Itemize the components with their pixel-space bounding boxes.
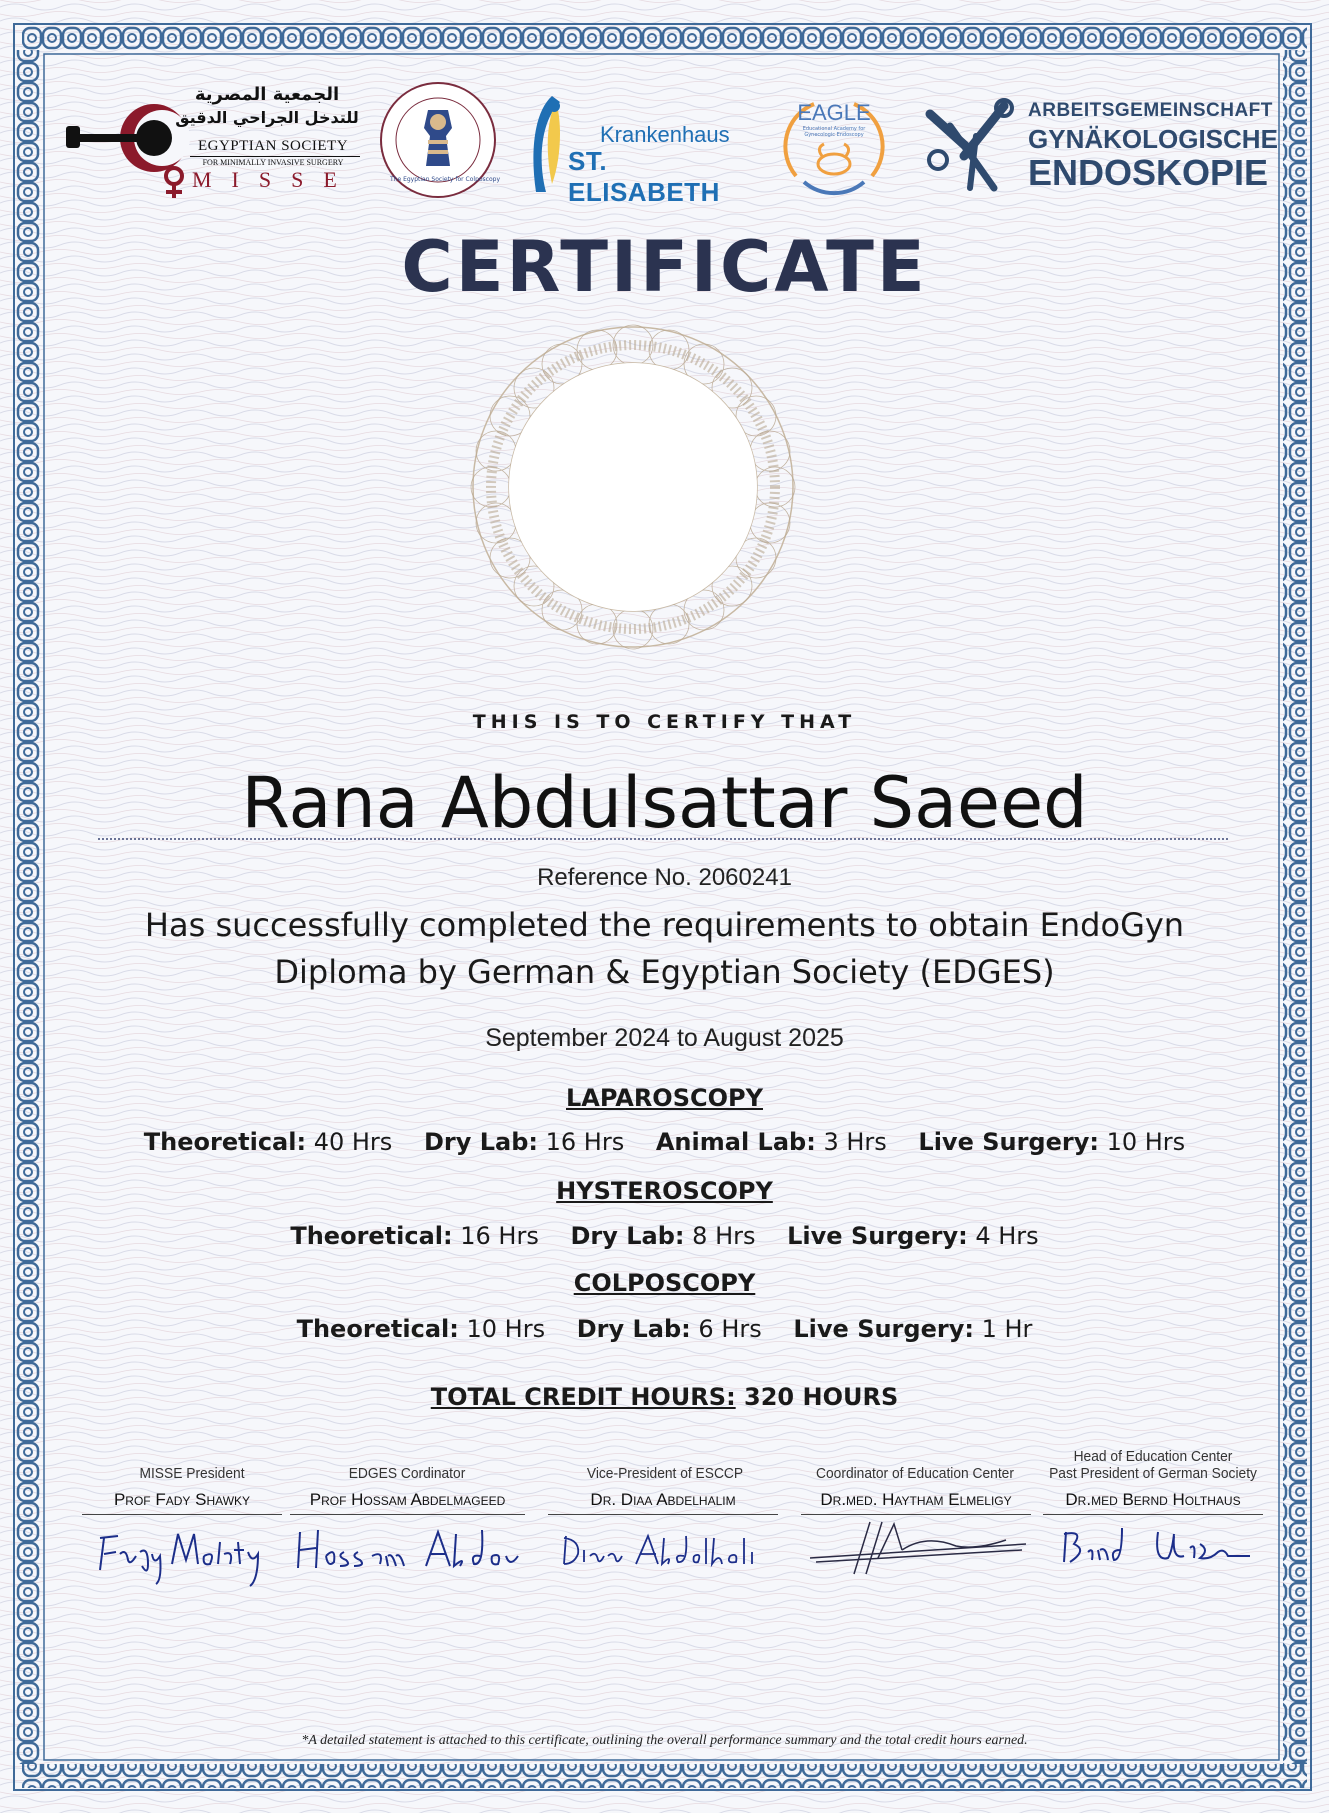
misse-arabic-line1: الجمعية المصرية [194,84,340,105]
hys-livesurgery-label: Live Surgery: [787,1222,968,1250]
total-credit-hours [0,1383,1329,1411]
description [0,902,1329,996]
signatory-4-role: Coordinator of Education Center [816,1465,1014,1482]
hysteroscopy-hours-row [0,1222,1329,1250]
signatory-3-role: Vice-President of ESCCP [586,1465,744,1482]
signatory-2-name: Prof Hossam Abdelmageed [309,1490,506,1509]
col-livesurgery-value: 1 Hr [981,1315,1033,1343]
signatory-3-line [548,1514,778,1515]
col-livesurgery-label: Live Surgery: [793,1315,974,1343]
lap-drylab-value: 16 Hrs [545,1128,625,1156]
section-title-hysteroscopy: HYSTEROSCOPY [556,1177,773,1205]
description-line1: Has successfully completed the requirements to obtain EndoGyn [144,906,1185,944]
misse-english-line1: EGYPTIAN SOCIETY [197,138,349,154]
recipient-name: Rana Abdulsattar Saeed [241,762,1088,844]
misse-rule [190,156,360,157]
lap-theoretical-value: 40 Hrs [313,1128,393,1156]
signatory-1-role: MISSE President [139,1465,245,1482]
eagle-title: EAGLE [797,100,871,125]
hys-livesurgery-value: 4 Hrs [975,1222,1039,1250]
hys-drylab-value: 8 Hrs [692,1222,756,1250]
signatory-5-line [1043,1514,1263,1515]
st-elisabeth-logo [524,92,764,207]
st-elisabeth-emblem-icon [524,92,568,194]
signatory-2-signature [292,1520,532,1580]
signatory-3-signature [560,1530,780,1570]
certify-text: THIS IS TO CERTIFY THAT [472,711,857,733]
hys-theoretical-value: 16 Hrs [460,1222,539,1250]
col-drylab-value: 6 Hrs [698,1315,762,1343]
misse-arabic-line2: للتدخل الجراحي الدقيق [175,108,359,127]
total-label: TOTAL CREDIT HOURS: [430,1383,736,1411]
eagle-logo [778,90,890,202]
signatory-4-name: Dr.med. Haytham Elmeligy [820,1490,1012,1509]
st-elisabeth-line2: ST. ELISABETH [568,146,720,207]
age-line2: GYNÄKOLOGISCHE [1028,124,1278,154]
lap-animallab-label: Animal Lab: [655,1128,816,1156]
section-title-colposcopy: COLPOSCOPY [573,1269,756,1297]
age-instruments-icon [920,96,1020,192]
certificate-title: CERTIFICATE [401,226,928,308]
lap-livesurgery-value: 10 Hrs [1106,1128,1186,1156]
hys-theoretical-label: Theoretical: [290,1222,453,1250]
misse-emblem-icon [62,90,202,200]
lap-drylab-label: Dry Lab: [423,1128,538,1156]
section-title-laparoscopy: LAPAROSCOPY [566,1084,763,1112]
footnote: *A detailed statement is attached to this certificate, outlining the overall performance summary and the total credit hours earned. [301,1733,1028,1748]
eagle-subtitle: Educational Academy for Gynecologic Endoscopy [802,126,866,138]
name-dotted-line [98,838,1228,840]
laparoscopy-hours-row [0,1128,1329,1156]
signatory-2-role: EDGES Cordinator [348,1465,466,1482]
signatory-3-name: Dr. Diaa Abdelhalim [590,1490,736,1509]
escp-seal-text: The Egyptian Society for Colposcopy [390,176,500,183]
misse-acronym: MISSE [192,167,357,192]
hys-drylab-label: Dry Lab: [570,1222,685,1250]
signatory-5-role: Past President of German Society [1049,1465,1257,1482]
age-logo [920,96,1278,196]
signatory-2-line [290,1514,525,1515]
signatory-1-name: Prof Fady Shawky [113,1490,251,1509]
misse-logo [62,84,362,204]
guilloche-seal [468,322,798,652]
age-line1: ARBEITSGEMEINSCHAFT [1028,100,1273,121]
col-theoretical-value: 10 Hrs [466,1315,546,1343]
lap-livesurgery-label: Live Surgery: [918,1128,1099,1156]
signatory-4-signature [806,1514,1032,1580]
reference-number: Reference No. 2060241 [537,864,792,891]
total-value: 320 HOURS [744,1383,899,1411]
signatory-5-name: Dr.med Bernd Holthaus [1065,1490,1241,1509]
age-line3: ENDOSKOPIE [1028,152,1269,193]
misse-english-line2: FOR MINIMALLY INVASIVE SURGERY [202,158,344,167]
program-period: September 2024 to August 2025 [485,1024,844,1052]
escp-seal-logo [378,80,498,200]
description-line2: Diploma by German & Egyptian Society (EDGES) [274,953,1055,991]
col-theoretical-label: Theoretical: [296,1315,459,1343]
signatory-5-role-line1: Head of Education Center [1073,1448,1233,1465]
lap-animallab-value: 3 Hrs [823,1128,887,1156]
signatory-1-line [82,1514,282,1515]
colposcopy-hours-row [0,1315,1329,1343]
signatory-5-signature [1060,1522,1260,1572]
signatory-1-signature [92,1520,272,1590]
lap-theoretical-label: Theoretical: [143,1128,307,1156]
st-elisabeth-line1: Krankenhaus [600,122,730,147]
col-drylab-label: Dry Lab: [576,1315,691,1343]
